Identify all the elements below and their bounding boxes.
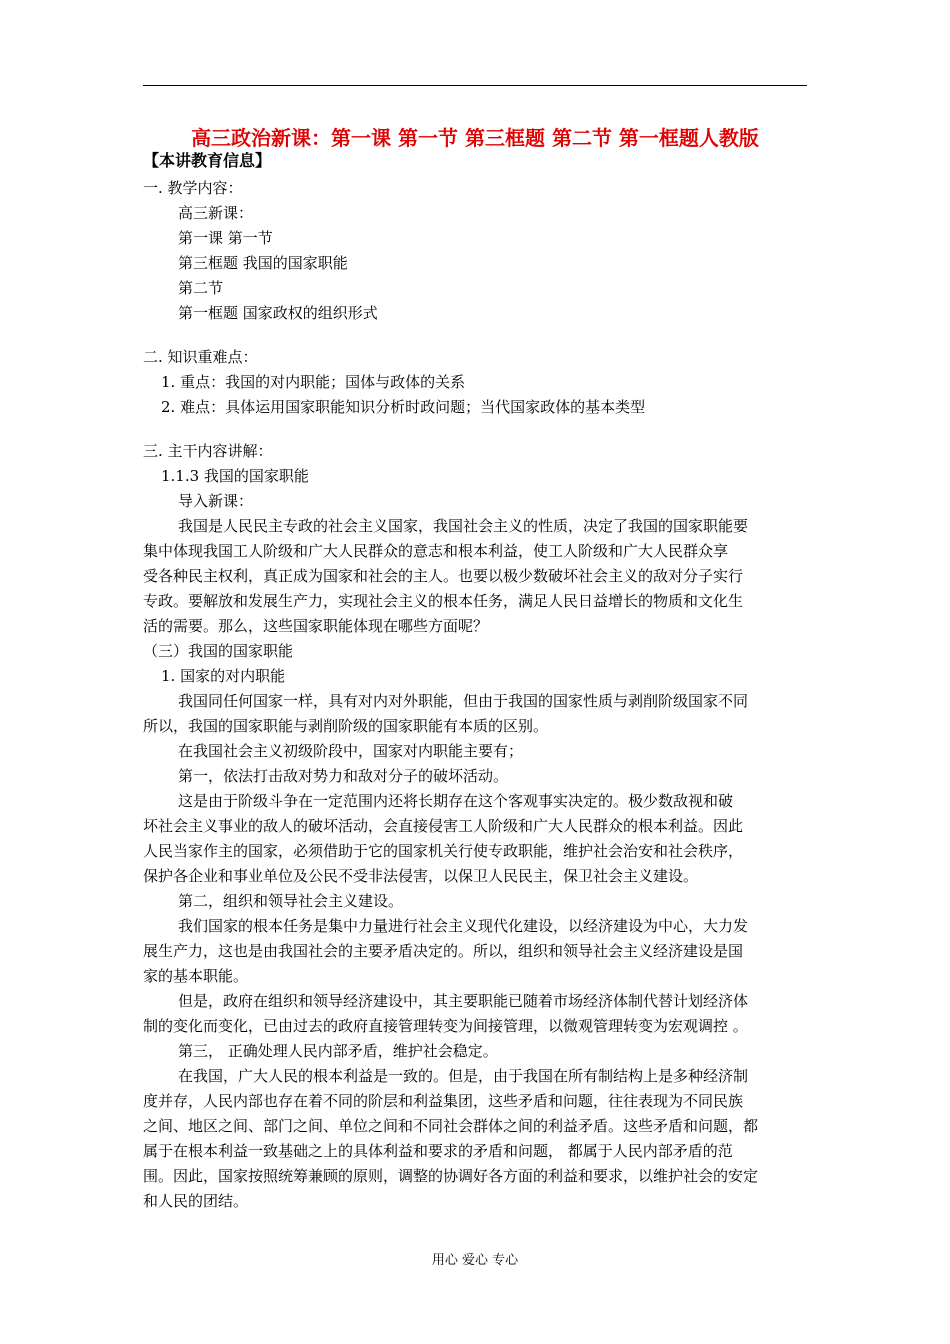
text-line: 坏社会主义事业的敌人的破坏活动，会直接侵害工人阶级和广大人民群众的根本利益。因此	[143, 817, 744, 835]
text-line: 但是，政府在组织和领导经济建设中，其主要职能已随着市场经济体制代替计划经济体	[178, 992, 749, 1010]
text-line: 集中体现我国工人阶级和广大人民群众的意志和根本利益，使工人阶级和广大人民群众享	[143, 542, 729, 560]
text-line: 属于在根本利益一致基础之上的具体利益和要求的矛盾和问题， 都属于人民内部矛盾的范	[143, 1142, 733, 1160]
text-line: 我们国家的根本任务是集中力量进行社会主义现代化建设，以经济建设为中心，大力发	[178, 917, 749, 935]
text-line: 三. 主干内容讲解：	[143, 442, 273, 460]
text-line: 第二节	[178, 279, 224, 297]
text-line: 所以，我国的国家职能与剥削阶级的国家职能有本质的区别。	[143, 717, 549, 735]
paragraph-gap	[143, 326, 807, 345]
text-line: 我国同任何国家一样，具有对内对外职能，但由于我国的国家性质与剥削阶级国家不同	[178, 692, 749, 710]
text-line: 和人民的团结。	[143, 1192, 249, 1210]
document-title: 高三政治新课：第一课 第一节 第三框题 第二节 第一框题人教版	[191, 126, 759, 150]
text-line: 第一框题 国家政权的组织形式	[178, 304, 378, 322]
text-line: 家的基本职能。	[143, 967, 249, 985]
text-line: 受各种民主权利，真正成为国家和社会的主人。也要以极少数破坏社会主义的敌对分子实行	[143, 567, 744, 585]
text-line: 制的变化而变化，已由过去的政府直接管理转变为间接管理，以微观管理转变为宏观调控 。	[143, 1017, 748, 1035]
section-label: 【本讲教育信息】	[143, 151, 272, 170]
text-line: 1.1.3 我国的国家职能	[161, 467, 309, 485]
text-line: 展生产力，这也是由我国社会的主要矛盾决定的。所以，组织和领导社会主义经济建设是国	[143, 942, 744, 960]
text-line: 二. 知识重难点：	[143, 348, 258, 366]
text-line: 在我国社会主义初级阶段中，国家对内职能主要有；	[178, 742, 524, 760]
text-line: 这是由于阶级斗争在一定范围内还将长期存在这个客观事实决定的。极少数敌视和破	[178, 792, 734, 810]
text-line: 活的需要。那么，这些国家职能体现在哪些方面呢？	[143, 617, 489, 635]
text-line: 第三， 正确处理人民内部矛盾，维护社会稳定。	[178, 1042, 498, 1060]
text-line: 在我国，广大人民的根本利益是一致的。但是，由于我国在所有制结构上是多种经济制	[178, 1067, 749, 1085]
text-line: 2. 难点：具体运用国家职能知识分析时政问题；当代国家政体的基本类型	[161, 398, 646, 416]
text-line: 围。因此，国家按照统筹兼顾的原则，调整的协调好各方面的利益和要求，以维护社会的安定	[143, 1167, 759, 1185]
text-line: （三）我国的国家职能	[143, 642, 294, 660]
document-body	[143, 176, 807, 1214]
text-line: 度并存，人民内部也存在着不同的阶层和利益集团，这些矛盾和问题，往往表现为不同民族	[143, 1092, 744, 1110]
text-line: 之间、地区之间、部门之间、单位之间和不同社会群体之间的利益矛盾。这些矛盾和问题，都	[143, 1117, 759, 1135]
text-line: 保护各企业和事业单位及公民不受非法侵害，以保卫人民民主，保卫社会主义建设。	[143, 867, 699, 885]
text-line: 1. 重点：我国的对内职能；国体与政体的关系	[161, 373, 466, 391]
text-line: 人民当家作主的国家，必须借助于它的国家机关行使专政职能，维护社会治安和社会秩序，	[143, 842, 744, 860]
text-line: 一. 教学内容：	[143, 179, 243, 197]
text-line: 专政。要解放和发展生产力，实现社会主义的根本任务，满足人民日益增长的物质和文化生	[143, 592, 744, 610]
text-line: 1. 国家的对内职能	[161, 667, 286, 685]
text-line: 我国是人民民主专政的社会主义国家，我国社会主义的性质，决定了我国的国家职能要	[178, 517, 749, 535]
text-line: 第三框题 我国的国家职能	[178, 254, 348, 272]
header-rule	[143, 85, 807, 86]
text-line: 第一，依法打击敌对势力和敌对分子的破坏活动。	[178, 767, 509, 785]
text-line: 第一课 第一节	[178, 229, 273, 247]
text-line: 第二，组织和领导社会主义建设。	[178, 892, 404, 910]
page-footer: 用心 爱心 专心	[431, 1253, 519, 1268]
text-line: 导入新课：	[178, 492, 254, 510]
text-line: 高三新课：	[178, 204, 254, 222]
paragraph-gap	[143, 420, 807, 439]
